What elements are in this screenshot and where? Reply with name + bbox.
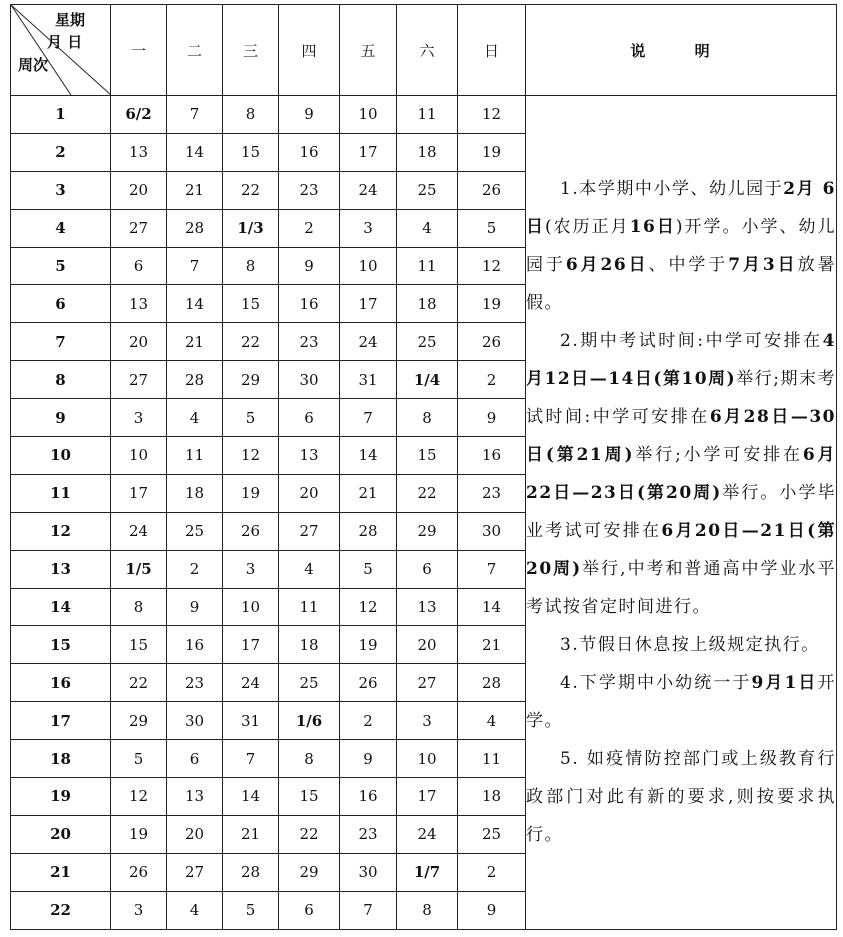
day-cell: 21	[167, 171, 223, 209]
day-cell: 22	[397, 474, 458, 512]
day-cell: 5	[223, 891, 279, 929]
day-cell: 15	[223, 133, 279, 171]
day-cell: 17	[340, 133, 397, 171]
week-number: 10	[11, 437, 111, 475]
day-cell: 2	[458, 361, 526, 399]
note-text: 开学。	[526, 673, 836, 732]
day-cell: 10	[397, 740, 458, 778]
note-paragraph	[526, 664, 836, 740]
weekday-header: 五	[340, 5, 397, 96]
day-cell: 16	[340, 778, 397, 816]
day-cell: 6	[279, 891, 340, 929]
day-cell: 28	[458, 664, 526, 702]
day-cell: 12	[223, 437, 279, 475]
day-cell: 9	[279, 96, 340, 134]
day-cell: 18	[458, 778, 526, 816]
day-cell: 1/6	[279, 702, 340, 740]
day-cell: 5	[111, 740, 167, 778]
note-emphasis: 7月3日	[728, 255, 798, 276]
day-cell: 17	[397, 778, 458, 816]
day-cell: 13	[111, 133, 167, 171]
day-cell: 24	[397, 815, 458, 853]
day-cell: 28	[167, 361, 223, 399]
day-cell: 15	[223, 285, 279, 323]
note-paragraph	[526, 740, 836, 854]
day-cell: 18	[397, 285, 458, 323]
corner-cell	[11, 5, 111, 96]
day-cell: 30	[167, 702, 223, 740]
day-cell: 7	[340, 891, 397, 929]
note-text: 举行;小学可安排在	[634, 445, 803, 466]
note-emphasis: 9月1日	[751, 673, 818, 694]
day-cell: 14	[167, 285, 223, 323]
day-cell: 1/3	[223, 209, 279, 247]
day-cell: 15	[279, 778, 340, 816]
day-cell: 9	[167, 588, 223, 626]
day-cell: 2	[279, 209, 340, 247]
day-cell: 16	[279, 133, 340, 171]
day-cell: 4	[279, 550, 340, 588]
day-cell: 29	[111, 702, 167, 740]
corner-label-week: 周次	[18, 56, 49, 74]
day-cell: 12	[111, 778, 167, 816]
day-cell: 18	[279, 626, 340, 664]
week-number: 15	[11, 626, 111, 664]
day-cell: 12	[458, 96, 526, 134]
note-text: 2.期中考试时间:中学可安排在	[560, 331, 823, 352]
day-cell: 26	[458, 171, 526, 209]
day-cell: 27	[167, 853, 223, 891]
day-cell: 9	[279, 247, 340, 285]
day-cell: 21	[458, 626, 526, 664]
note-text: )开学。小学、幼儿园于	[526, 217, 836, 276]
day-cell: 31	[223, 702, 279, 740]
day-cell: 14	[167, 133, 223, 171]
day-cell: 26	[458, 323, 526, 361]
day-cell: 8	[397, 399, 458, 437]
school-calendar-table	[10, 4, 837, 930]
day-cell: 3	[111, 891, 167, 929]
note-text: 4.下学期中小幼统一于	[560, 673, 752, 694]
day-cell: 14	[340, 437, 397, 475]
week-number: 1	[11, 96, 111, 134]
day-cell: 24	[340, 171, 397, 209]
week-number: 6	[11, 285, 111, 323]
day-cell: 1/7	[397, 853, 458, 891]
day-cell: 25	[167, 512, 223, 550]
day-cell: 24	[111, 512, 167, 550]
note-emphasis: 2月 6日	[526, 179, 836, 238]
day-cell: 22	[223, 323, 279, 361]
day-cell: 9	[458, 399, 526, 437]
note-text: 、中学于	[648, 255, 729, 276]
day-cell: 10	[111, 437, 167, 475]
day-cell: 7	[223, 740, 279, 778]
note-paragraph	[526, 170, 836, 322]
day-cell: 8	[397, 891, 458, 929]
day-cell: 4	[167, 399, 223, 437]
note-text: 举行。小学毕业考试可安排在	[526, 483, 836, 542]
weekday-header: 四	[279, 5, 340, 96]
day-cell: 27	[111, 209, 167, 247]
week-number: 8	[11, 361, 111, 399]
note-text: 举行,中考和普通高中学业水平考试按省定时间进行。	[526, 559, 836, 618]
note-emphasis: 16日	[629, 217, 676, 238]
day-cell: 29	[223, 361, 279, 399]
week-number: 11	[11, 474, 111, 512]
week-number: 2	[11, 133, 111, 171]
day-cell: 11	[397, 96, 458, 134]
day-cell: 3	[111, 399, 167, 437]
day-cell: 5	[458, 209, 526, 247]
day-cell: 4	[167, 891, 223, 929]
note-emphasis: 6月26日	[565, 255, 649, 276]
day-cell: 4	[397, 209, 458, 247]
week-number: 22	[11, 891, 111, 929]
day-cell: 22	[111, 664, 167, 702]
notes-cell	[526, 96, 837, 930]
day-cell: 5	[223, 399, 279, 437]
day-cell: 6/2	[111, 96, 167, 134]
day-cell: 8	[223, 247, 279, 285]
day-cell: 27	[397, 664, 458, 702]
corner-label-monthday: 月 日	[47, 33, 83, 51]
day-cell: 26	[111, 853, 167, 891]
day-cell: 11	[279, 588, 340, 626]
day-cell: 6	[279, 399, 340, 437]
day-cell: 26	[223, 512, 279, 550]
week-number: 3	[11, 171, 111, 209]
week-number: 20	[11, 815, 111, 853]
day-cell: 22	[223, 171, 279, 209]
day-cell: 13	[111, 285, 167, 323]
day-cell: 18	[397, 133, 458, 171]
day-cell: 1/5	[111, 550, 167, 588]
day-cell: 20	[397, 626, 458, 664]
day-cell: 26	[340, 664, 397, 702]
day-cell: 9	[340, 740, 397, 778]
day-cell: 17	[340, 285, 397, 323]
day-cell: 17	[111, 474, 167, 512]
week-row	[11, 96, 837, 134]
day-cell: 7	[340, 399, 397, 437]
day-cell: 16	[458, 437, 526, 475]
day-cell: 10	[223, 588, 279, 626]
day-cell: 8	[279, 740, 340, 778]
week-number: 13	[11, 550, 111, 588]
day-cell: 6	[397, 550, 458, 588]
day-cell: 13	[397, 588, 458, 626]
weekday-header: 三	[223, 5, 279, 96]
day-cell: 7	[458, 550, 526, 588]
day-cell: 23	[340, 815, 397, 853]
note-text: 举行;期末考试时间:中学可安排在	[526, 369, 836, 428]
day-cell: 28	[340, 512, 397, 550]
day-cell: 21	[340, 474, 397, 512]
day-cell: 12	[340, 588, 397, 626]
week-number: 7	[11, 323, 111, 361]
corner-label-weekday: 星期	[55, 11, 86, 29]
day-cell: 7	[167, 96, 223, 134]
note-text: 放暑假。	[526, 255, 836, 314]
day-cell: 30	[279, 361, 340, 399]
day-cell: 23	[167, 664, 223, 702]
day-cell: 13	[167, 778, 223, 816]
day-cell: 25	[279, 664, 340, 702]
day-cell: 30	[340, 853, 397, 891]
day-cell: 13	[279, 437, 340, 475]
day-cell: 15	[397, 437, 458, 475]
day-cell: 20	[111, 171, 167, 209]
weekday-header: 一	[111, 5, 167, 96]
day-cell: 30	[458, 512, 526, 550]
notes-title: 说 明	[526, 5, 837, 96]
note-paragraph	[526, 322, 836, 626]
week-number: 18	[11, 740, 111, 778]
day-cell: 6	[111, 247, 167, 285]
day-cell: 24	[340, 323, 397, 361]
week-number: 5	[11, 247, 111, 285]
day-cell: 8	[111, 588, 167, 626]
day-cell: 7	[167, 247, 223, 285]
day-cell: 11	[397, 247, 458, 285]
day-cell: 21	[167, 323, 223, 361]
day-cell: 21	[223, 815, 279, 853]
day-cell: 3	[397, 702, 458, 740]
day-cell: 25	[397, 171, 458, 209]
day-cell: 14	[223, 778, 279, 816]
day-cell: 25	[458, 815, 526, 853]
day-cell: 28	[223, 853, 279, 891]
day-cell: 29	[279, 853, 340, 891]
day-cell: 19	[458, 133, 526, 171]
note-text: (农历正月	[545, 217, 630, 238]
week-number: 21	[11, 853, 111, 891]
day-cell: 11	[167, 437, 223, 475]
day-cell: 20	[279, 474, 340, 512]
day-cell: 10	[340, 247, 397, 285]
note-emphasis: 6月28日—30日(第21周)	[526, 407, 836, 466]
weekday-header: 二	[167, 5, 223, 96]
week-number: 12	[11, 512, 111, 550]
day-cell: 2	[340, 702, 397, 740]
header-row	[11, 5, 837, 96]
week-number: 14	[11, 588, 111, 626]
day-cell: 31	[340, 361, 397, 399]
week-number: 9	[11, 399, 111, 437]
day-cell: 19	[111, 815, 167, 853]
day-cell: 28	[167, 209, 223, 247]
day-cell: 22	[279, 815, 340, 853]
week-number: 19	[11, 778, 111, 816]
day-cell: 23	[279, 171, 340, 209]
day-cell: 20	[167, 815, 223, 853]
day-cell: 2	[167, 550, 223, 588]
day-cell: 3	[340, 209, 397, 247]
note-emphasis: 6月20日—21日(第20周)	[526, 521, 836, 580]
day-cell: 27	[111, 361, 167, 399]
day-cell: 19	[223, 474, 279, 512]
day-cell: 18	[167, 474, 223, 512]
note-emphasis: 6月22日—23日(第20周)	[526, 445, 836, 504]
day-cell: 20	[111, 323, 167, 361]
note-text: 3.节假日休息按上级规定执行。	[560, 635, 820, 656]
day-cell: 1/4	[397, 361, 458, 399]
day-cell: 25	[397, 323, 458, 361]
day-cell: 8	[223, 96, 279, 134]
weekday-header: 六	[397, 5, 458, 96]
week-number: 4	[11, 209, 111, 247]
day-cell: 6	[167, 740, 223, 778]
day-cell: 16	[167, 626, 223, 664]
day-cell: 16	[279, 285, 340, 323]
day-cell: 12	[458, 247, 526, 285]
day-cell: 29	[397, 512, 458, 550]
day-cell: 15	[111, 626, 167, 664]
day-cell: 14	[458, 588, 526, 626]
day-cell: 23	[458, 474, 526, 512]
day-cell: 4	[458, 702, 526, 740]
day-cell: 19	[458, 285, 526, 323]
day-cell: 10	[340, 96, 397, 134]
day-cell: 19	[340, 626, 397, 664]
day-cell: 11	[458, 740, 526, 778]
note-emphasis: 4月12日—14日(第10周)	[526, 331, 836, 390]
note-paragraph	[526, 626, 836, 664]
day-cell: 17	[223, 626, 279, 664]
day-cell: 23	[279, 323, 340, 361]
day-cell: 9	[458, 891, 526, 929]
day-cell: 24	[223, 664, 279, 702]
weekday-header: 日	[458, 5, 526, 96]
note-text: 1.本学期中小学、幼儿园于	[560, 179, 784, 200]
day-cell: 3	[223, 550, 279, 588]
week-number: 16	[11, 664, 111, 702]
note-text: 5. 如疫情防控部门或上级教育行政部门对此有新的要求,则按要求执行。	[526, 749, 836, 846]
day-cell: 27	[279, 512, 340, 550]
week-number: 17	[11, 702, 111, 740]
day-cell: 2	[458, 853, 526, 891]
day-cell: 5	[340, 550, 397, 588]
